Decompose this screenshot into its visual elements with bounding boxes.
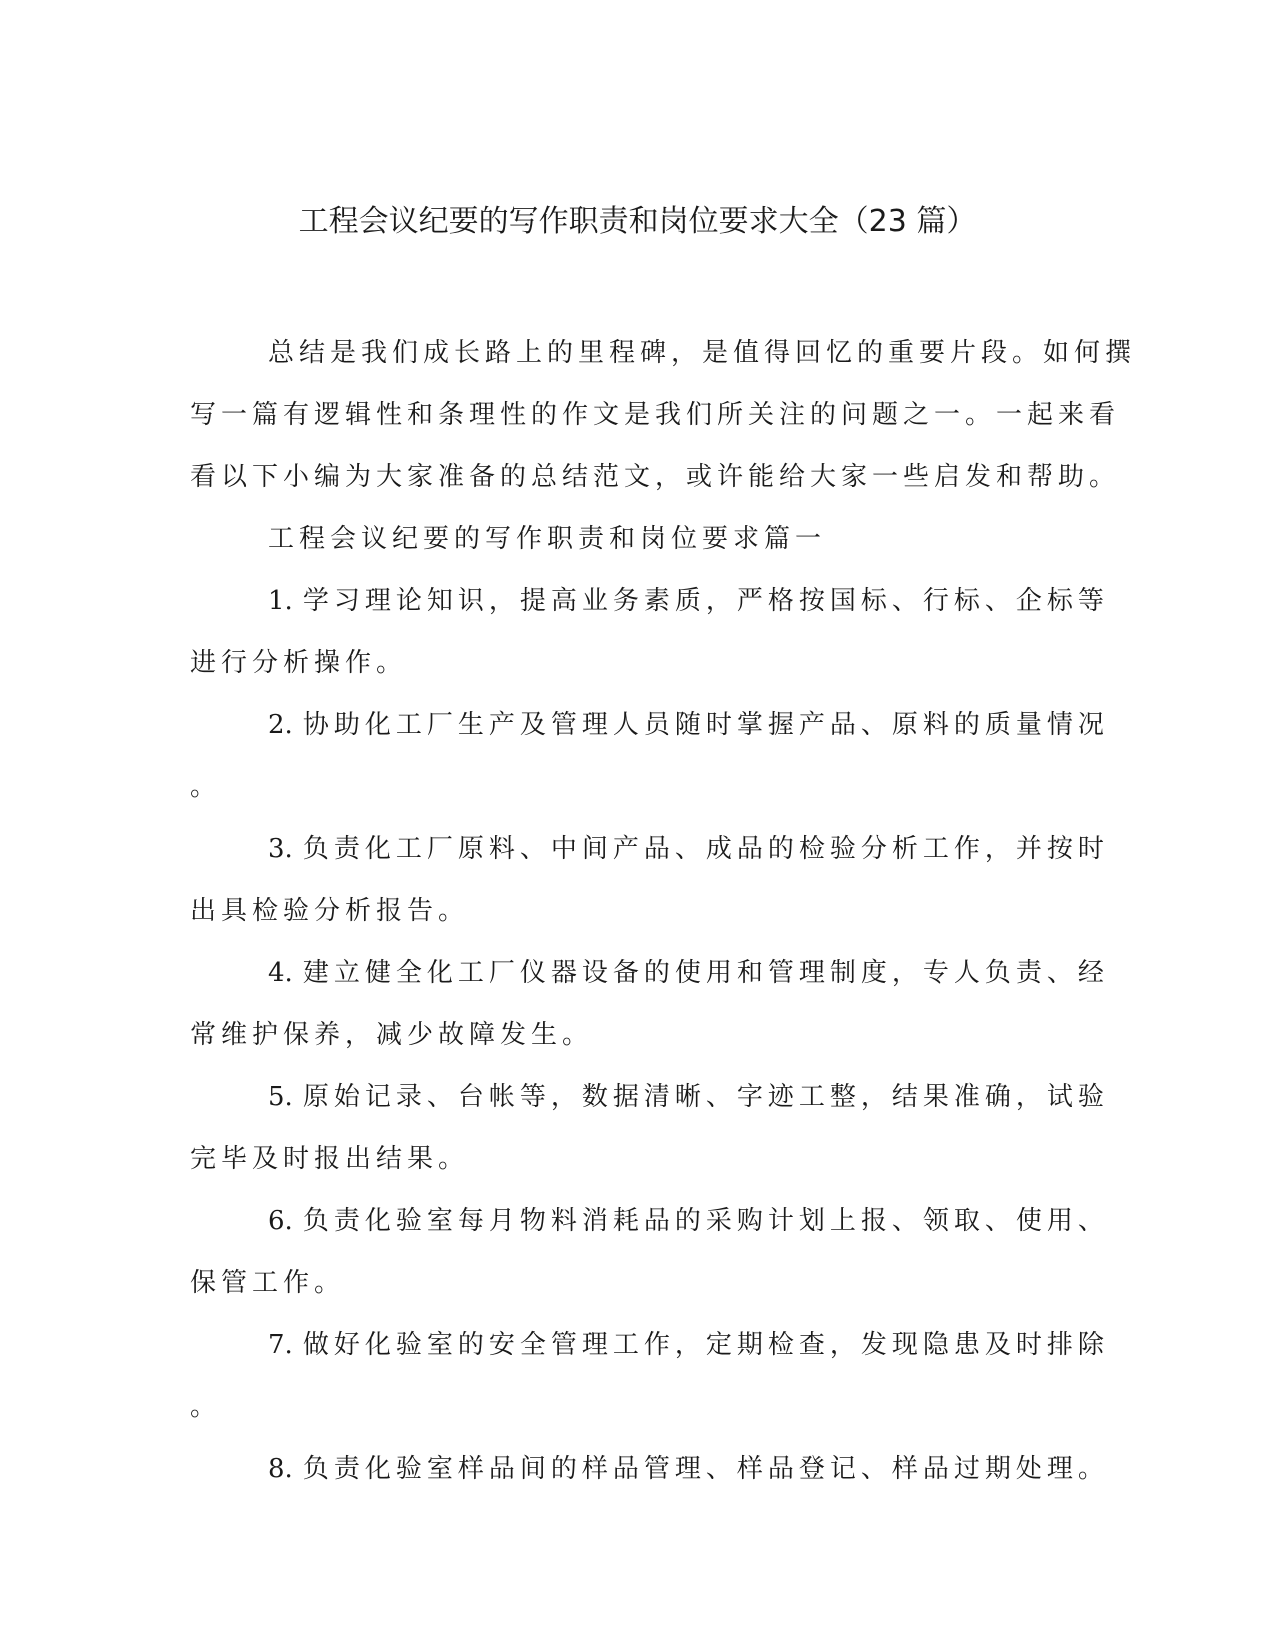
- item-number: 3.: [268, 834, 293, 864]
- list-item-line: 完毕及时报出结果。: [190, 1144, 470, 1174]
- list-item-line: [190, 1190, 1109, 1252]
- list-item-line: [190, 942, 1109, 1004]
- list-item-line: 进行分析操作。: [190, 648, 408, 678]
- item-number: 2.: [268, 710, 293, 740]
- list-item-line: [190, 818, 1109, 880]
- intro-line: 看以下小编为大家准备的总结范文，或许能给大家一些启发和帮助。: [190, 462, 1121, 492]
- list-item-line: 。: [190, 1392, 222, 1422]
- item-number: 7.: [268, 1330, 293, 1360]
- list-item-line: [190, 570, 1109, 632]
- list-item-line: [190, 1438, 1109, 1500]
- list-item-line: 出具检验分析报告。: [190, 896, 470, 926]
- item-number: 4.: [268, 958, 293, 988]
- item-number: 8.: [268, 1454, 293, 1484]
- section-heading: 工程会议纪要的写作职责和岗位要求篇一: [268, 524, 827, 554]
- list-item-line: [190, 1314, 1109, 1376]
- list-item-line: [190, 1066, 1109, 1128]
- item-text: 学习理论知识，提高业务素质，严格按国标、行标、企标等: [302, 586, 1109, 616]
- intro-line: 写一篇有逻辑性和条理性的作文是我们所关注的问题之一。一起来看: [190, 400, 1121, 430]
- document-title: 工程会议纪要的写作职责和岗位要求大全（23 篇）: [298, 204, 977, 239]
- item-text: 协助化工厂生产及管理人员随时掌握产品、原料的质量情况: [302, 710, 1109, 740]
- item-number: 5.: [268, 1082, 293, 1112]
- list-item-line: 保管工作。: [190, 1268, 346, 1298]
- item-text: 做好化验室的安全管理工作，定期检查，发现隐患及时排除: [302, 1330, 1109, 1360]
- list-item-line: [190, 694, 1109, 756]
- item-text: 原始记录、台帐等，数据清晰、字迹工整，结果准确，试验: [302, 1082, 1109, 1112]
- item-text: 负责化验室每月物料消耗品的采购计划上报、领取、使用、: [302, 1206, 1109, 1236]
- document-body: [190, 322, 1137, 1500]
- list-item-line: 常维护保养，减少故障发生。: [190, 1020, 594, 1050]
- item-number: 1.: [268, 586, 293, 616]
- item-text: 负责化工厂原料、中间产品、成品的检验分析工作，并按时: [302, 834, 1109, 864]
- item-number: 6.: [268, 1206, 293, 1236]
- intro-line: 总结是我们成长路上的里程碑，是值得回忆的重要片段。如何撰: [268, 338, 1137, 368]
- item-text: 建立健全化工厂仪器设备的使用和管理制度，专人负责、经: [302, 958, 1109, 988]
- list-item-line: 。: [190, 772, 222, 802]
- item-text: 负责化验室样品间的样品管理、样品登记、样品过期处理。: [302, 1454, 1109, 1484]
